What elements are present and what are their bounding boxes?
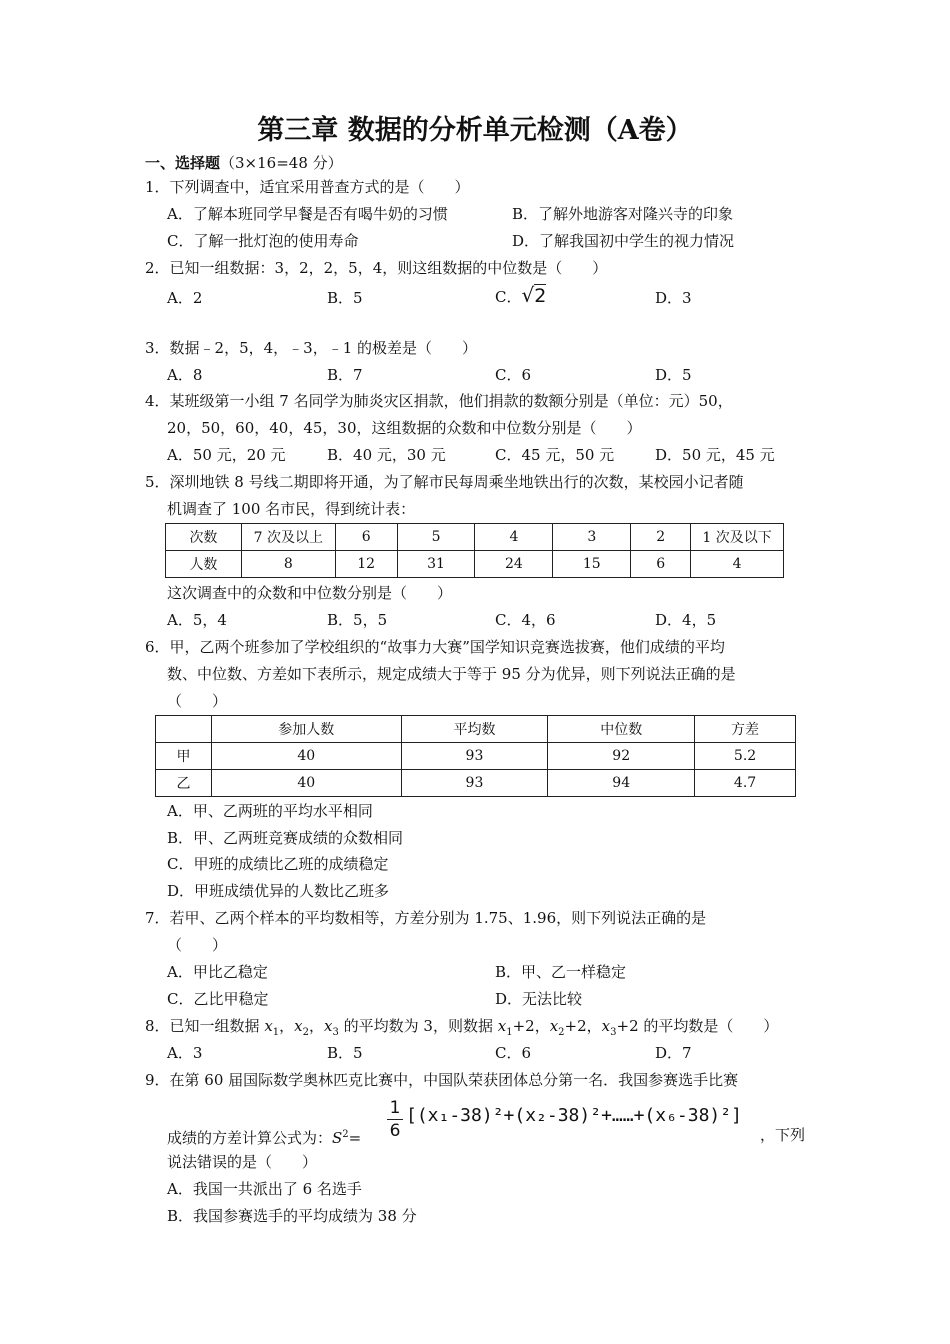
q5-option-b: B．5，5 [327, 611, 388, 629]
q4-option-b: B．40 元，30 元 [327, 446, 446, 464]
q3-option-d: D．5 [655, 366, 692, 384]
q1-stem: 1．下列调查中，适宜采用普查方式的是（ ） [145, 178, 470, 196]
q5-cell: 4 [691, 551, 784, 578]
q7-line2: （ ） [167, 936, 228, 954]
q5-cell: 次数 [166, 524, 242, 551]
q1-option-a: A．了解本班同学早餐是否有喝牛奶的习惯 [167, 205, 448, 223]
fraction-denominator: 6 [389, 1121, 401, 1141]
q6-cell: 40 [211, 770, 401, 797]
q6-cell: 40 [211, 743, 401, 770]
q4-line1: 4．某班级第一小组 7 名同学为肺炎灾区捐款，他们捐款的数额分别是（单位：元）50， [145, 392, 733, 410]
q7-option-a: A．甲比乙稳定 [167, 963, 268, 981]
q9-option-b: B．我国参赛选手的平均成绩为 38 分 [167, 1207, 417, 1225]
q5-cell: 1 次及以下 [691, 524, 784, 551]
q9-line1: 9．在第 60 届国际数学奥林匹克比赛中，中国队荣获团体总分第一名．我国参赛选手比赛 [145, 1071, 739, 1089]
q6-table-row [156, 716, 796, 743]
q5-line1: 5．深圳地铁 8 号线二期即将开通，为了解市民每周乘坐地铁出行的次数，某校园小记者随 [145, 473, 744, 491]
q1-option-c: C．了解一批灯泡的使用寿命 [167, 232, 359, 250]
q6-line2: 数、中位数、方差如下表所示，规定成绩大于等于 95 分为优异，则下列说法正确的是 [167, 665, 736, 683]
q5-cell: 7 次及以上 [241, 524, 335, 551]
q6-cell: 5.2 [695, 743, 796, 770]
section-heading [145, 153, 343, 173]
q8-text-2: 的平均数为 3，则数据 [338, 1017, 498, 1035]
q6-line3: （ ） [167, 692, 228, 710]
q6-cell: 参加人数 [211, 716, 401, 743]
q6-cell: 94 [548, 770, 695, 797]
q6-option-b: B．甲、乙两班竞赛成绩的众数相同 [167, 829, 404, 847]
q3-option-c: C．6 [495, 366, 532, 384]
q5-after-table: 这次调查中的众数和中位数分别是（ ） [167, 584, 453, 602]
fraction-bar [387, 1119, 403, 1120]
q9-line2-prefix: 成绩的方差计算公式为：$S^2=$ [167, 1129, 362, 1147]
q6-cell: 4.7 [695, 770, 796, 797]
q6-cell: 乙 [156, 770, 212, 797]
q5-cell: 12 [335, 551, 397, 578]
q5-cell: 6 [631, 551, 691, 578]
q2-option-b: B．5 [327, 289, 363, 307]
q5-cell: 4 [475, 524, 553, 551]
q1-option-d: D．了解我国初中学生的视力情况 [512, 232, 735, 250]
q6-cell: 93 [401, 743, 548, 770]
q2-option-d: D．3 [655, 289, 692, 307]
q3-option-a: A．8 [167, 366, 203, 384]
q6-option-a: A．甲、乙两班的平均水平相同 [167, 802, 373, 820]
q5-option-d: D．4，5 [655, 611, 717, 629]
q5-cell: 2 [631, 524, 691, 551]
q6-table-row [156, 743, 796, 770]
q6-line1: 6．甲，乙两个班参加了学校组织的“故事力大赛”国学知识竞赛选拔赛，他们成绩的平均 [145, 638, 725, 656]
q9-formula: [(x₁-38)²+(x₂-38)²+……+(x₆-38)²] [406, 1105, 742, 1126]
q6-option-c: C．甲班的成绩比乙班的成绩稳定 [167, 855, 389, 873]
fraction-numerator: 1 [389, 1098, 401, 1118]
q8-option-b: B．5 [327, 1044, 363, 1062]
sqrt-symbol: √ [521, 283, 535, 307]
q7-option-d: D．无法比较 [495, 990, 583, 1008]
q5-cell: 6 [335, 524, 397, 551]
q5-option-a: A．5，4 [167, 611, 227, 629]
q8-option-c: C．6 [495, 1044, 532, 1062]
q4-option-d: D．50 元，45 元 [655, 446, 775, 464]
q1-option-b: B．了解外地游客对隆兴寺的印象 [512, 205, 734, 223]
q5-table [165, 523, 784, 578]
q7-line1: 7．若甲、乙两个样本的平均数相等，方差分别为 1.75、1.96，则下列说法正确的是 [145, 909, 707, 927]
q8-stem: 8．已知一组数据 $x_1$，$x_2$，$x_3$ 的平均数为 3，则数据 $x_1+2$，$x_2+2$，$x_3+2$ 的平均数是（ ） [145, 1017, 779, 1038]
q6-cell: 92 [548, 743, 695, 770]
q2-stem: 2．已知一组数据：3，2，2，5，4，则这组数据的中位数是（ ） [145, 259, 608, 277]
q8-option-d: D．7 [655, 1044, 692, 1062]
q6-cell: 93 [401, 770, 548, 797]
q2-option-c [495, 285, 546, 307]
q5-cell: 3 [553, 524, 631, 551]
q2-option-a: A．2 [167, 289, 203, 307]
q6-table [155, 715, 796, 797]
q8-text-3: 的平均数是（ ） [638, 1017, 779, 1035]
q6-cell [156, 716, 212, 743]
q4-line2: 20，50，60，40，45，30，这组数据的众数和中位数分别是（ ） [167, 419, 642, 437]
q8-option-a: A．3 [167, 1044, 203, 1062]
q9-line2-suffix: ，下列 [760, 1126, 806, 1144]
q6-cell: 方差 [695, 716, 796, 743]
q5-cell: 5 [397, 524, 475, 551]
q2-option-c-prefix: C． [495, 288, 522, 306]
q5-cell: 24 [475, 551, 553, 578]
sqrt-radicand: 2 [534, 285, 547, 307]
q5-cell: 31 [397, 551, 475, 578]
q5-cell: 人数 [166, 551, 242, 578]
q4-option-c: C．45 元，50 元 [495, 446, 615, 464]
q7-option-b: B．甲、乙一样稳定 [495, 963, 627, 981]
q5-option-c: C．4，6 [495, 611, 556, 629]
q6-cell: 甲 [156, 743, 212, 770]
q6-cell: 中位数 [548, 716, 695, 743]
q9-formula-label: 成绩的方差计算公式为： [167, 1129, 333, 1147]
q5-cell: 8 [241, 551, 335, 578]
section-score: （3×16=48 分） [220, 154, 343, 172]
q3-option-b: B．7 [327, 366, 363, 384]
q4-option-a: A．50 元，20 元 [167, 446, 286, 464]
q6-cell: 平均数 [401, 716, 548, 743]
q5-cell: 15 [553, 551, 631, 578]
q6-table-row [156, 770, 796, 797]
q8-text-1: 8．已知一组数据 [145, 1017, 265, 1035]
q9-option-a: A．我国一共派出了 6 名选手 [167, 1180, 362, 1198]
q5-table-row [166, 524, 784, 551]
q5-line2: 机调查了 100 名市民，得到统计表： [167, 500, 416, 518]
page-title: 第三章 数据的分析单元检测（A卷） [257, 115, 693, 146]
q3-stem: 3．数据﹣2，5，4，﹣3，﹣1 的极差是（ ） [145, 339, 478, 357]
q9-line3: 说法错误的是（ ） [167, 1153, 318, 1171]
q6-option-d: D．甲班成绩优异的人数比乙班多 [167, 882, 390, 900]
q7-option-c: C．乙比甲稳定 [167, 990, 269, 1008]
fraction [387, 1098, 403, 1141]
q5-table-row [166, 551, 784, 578]
section-label: 一、选择题 [145, 154, 221, 172]
